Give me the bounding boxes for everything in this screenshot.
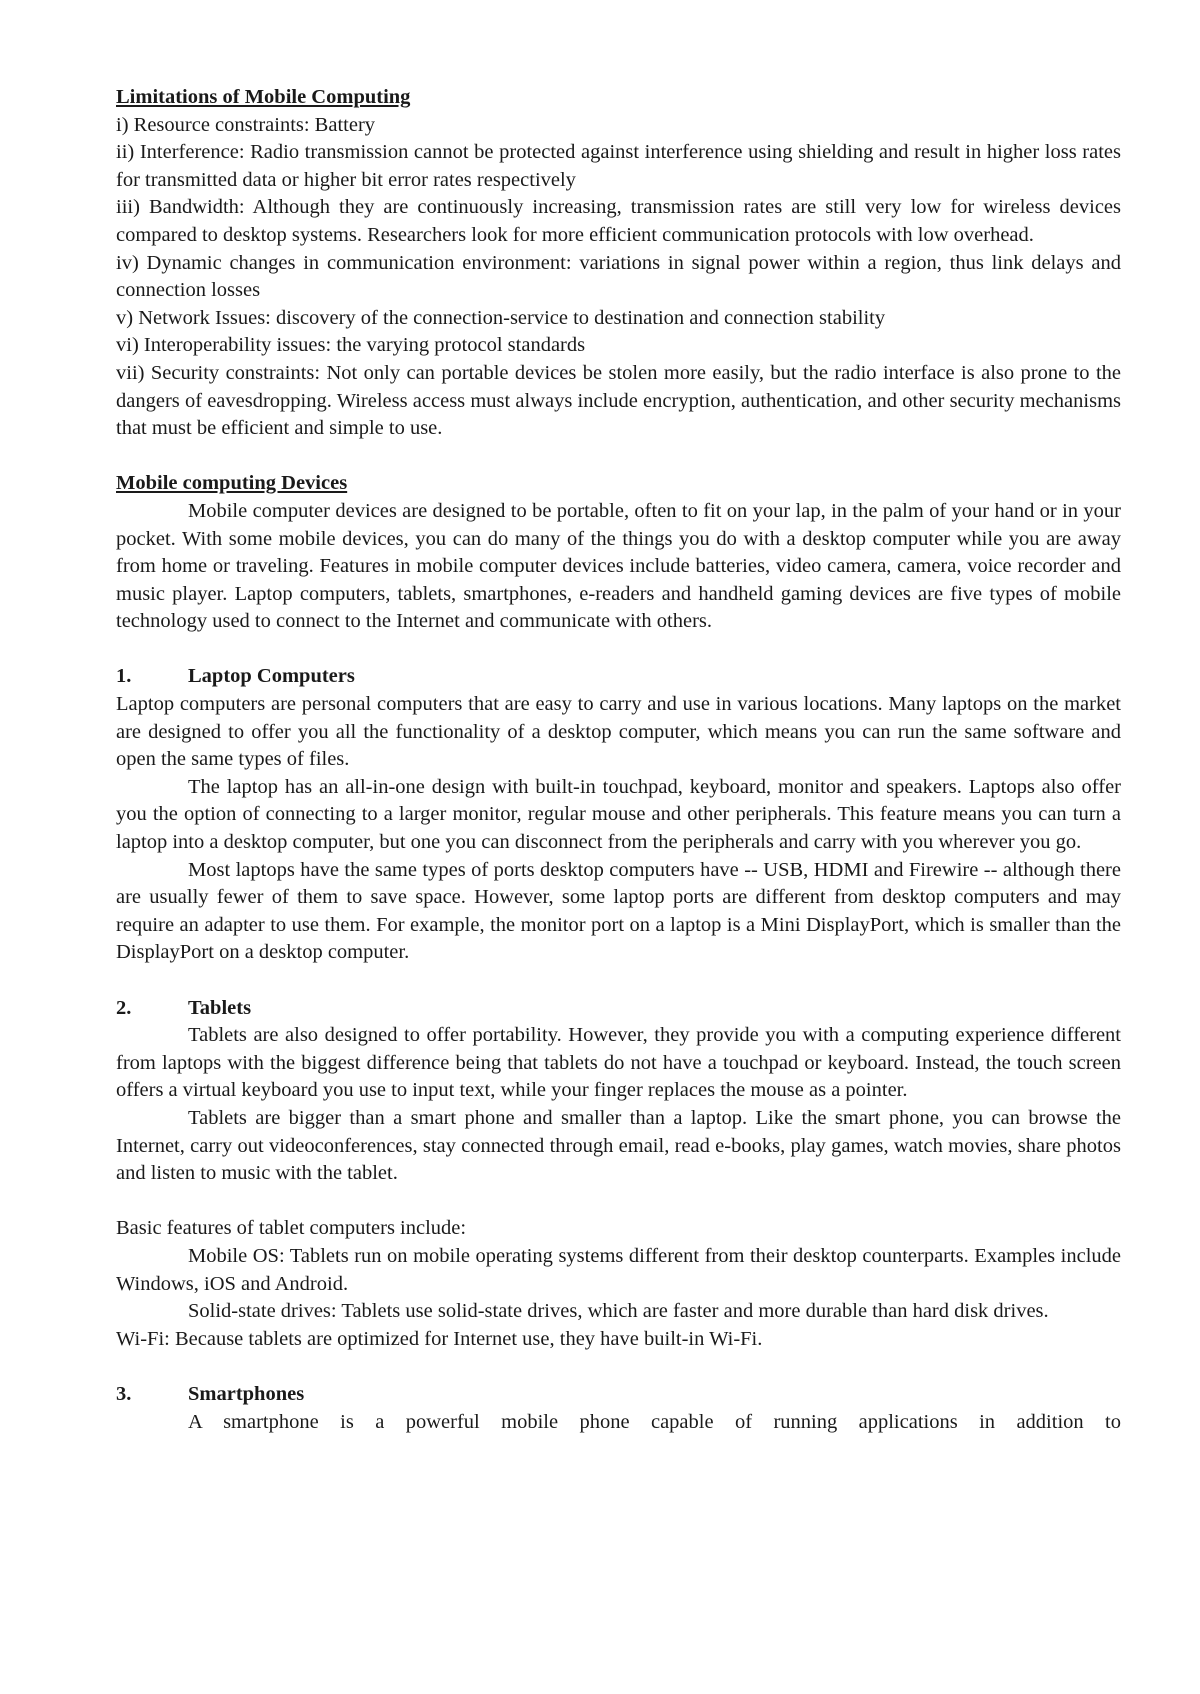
limitation-item: iv) Dynamic changes in communication environment: variations in signal power within a region, thus link delays and connection losses: [116, 251, 1121, 302]
section-heading-laptops: [116, 663, 1121, 691]
spacer: [116, 967, 1121, 995]
tablet-feature: Solid-state drives: Tablets use solid-state drives, which are faster and more durable than hard disk drives.: [188, 1300, 1049, 1323]
section-title: Smartphones: [188, 1382, 305, 1405]
tablets-paragraph: Tablets are also designed to offer portability. However, they provide you with a computing experience different from laptops with the biggest difference being that tablets do not have a touchpad or keyboard. Instead, the touch screen offers a virtual keyboard you use to input text, while your finger replaces the mouse as a pointer.: [116, 1024, 1121, 1102]
spacer: [116, 1353, 1121, 1381]
limitation-item: ii) Interference: Radio transmission cannot be protected against interference using shielding and result in higher loss rates for transmitted data or higher bit error rates respectively: [116, 141, 1121, 191]
tablet-features-intro: Basic features of tablet computers include:: [116, 1217, 467, 1240]
section-title: Laptop Computers: [188, 665, 355, 688]
smartphones-paragraph: A smartphone is a powerful mobile phone capable of running applications in addition to: [188, 1410, 1121, 1433]
tablet-feature: Mobile OS: Tablets run on mobile operating systems different from their desktop counterparts. Examples include Windows, iOS and Android.: [116, 1244, 1121, 1295]
section-number: 3.: [116, 1382, 132, 1405]
limitation-item: v) Network Issues: discovery of the connection-service to destination and connection stability: [116, 306, 886, 329]
laptops-paragraph: The laptop has an all-in-one design with built-in touchpad, keyboard, monitor and speakers. Laptops also offer you the option of connecting to a larger monitor, regular mouse and other peripherals. This feature means you can turn a laptop into a desktop computer, but one you can disconnect from the peripherals and carry with you wherever you go.: [116, 775, 1121, 854]
laptops-paragraph: Laptop computers are personal computers that are easy to carry and use in various locations. Many laptops on the market are designed to offer you all the functionality of a desktop computer, which means you can run the same software and open the same types of files.: [116, 693, 1121, 771]
spacer: [116, 443, 1121, 471]
section-number: 1.: [116, 665, 132, 688]
limitation-item: iii) Bandwidth: Although they are continuously increasing, transmission rates are still very low for wireless devices compared to desktop systems. Researchers look for more efficient communication protocols with low overhead.: [116, 196, 1121, 246]
devices-intro: Mobile computer devices are designed to be portable, often to fit on your lap, in the palm of your hand or in your pocket. With some mobile devices, you can do many of the things you do with a desktop computer while you are away from home or traveling. Features in mobile computer devices include batteries, video camera, camera, voice recorder and music player. Laptop computers, tablets, smartphones, e-readers and handheld gaming devices are five types of mobile technology used to connect to the Internet and communicate with others.: [116, 499, 1121, 633]
limitation-item: vi) Interoperability issues: the varying protocol standards: [116, 334, 586, 357]
spacer: [116, 1188, 1121, 1216]
section-title: Tablets: [188, 996, 252, 1019]
limitations-heading: Limitations of Mobile Computing: [116, 86, 411, 108]
section-heading-tablets: [116, 995, 1121, 1023]
tablet-feature: Wi-Fi: Because tablets are optimized for Internet use, they have built-in Wi-Fi.: [116, 1327, 763, 1350]
limitation-item: i) Resource constraints: Battery: [116, 113, 376, 136]
document-page: [116, 84, 1121, 1436]
tablets-paragraph: Tablets are bigger than a smart phone and smaller than a laptop. Like the smart phone, you can browse the Internet, carry out videoconferences, stay connected through email, read e-books, play games, watch movies, share photos and listen to music with the tablet.: [116, 1106, 1121, 1185]
section-heading-smartphones: [116, 1381, 1121, 1409]
spacer: [116, 636, 1121, 664]
laptops-paragraph: Most laptops have the same types of ports desktop computers have -- USB, HDMI and Firewire -- although there are usually fewer of them to save space. However, some laptop ports are different from desktop computers and may require an adapter to use them. For example, the monitor port on a laptop is a Mini DisplayPort, which is smaller than the DisplayPort on a desktop computer.: [116, 858, 1121, 964]
limitation-item: vii) Security constraints: Not only can portable devices be stolen more easily, but the radio interface is also prone to the dangers of eavesdropping. Wireless access must always include encryption, authentication, and other security mechanisms that must be efficient and simple to use.: [116, 361, 1121, 440]
section-number: 2.: [116, 996, 132, 1019]
devices-heading: Mobile computing Devices: [116, 472, 348, 495]
